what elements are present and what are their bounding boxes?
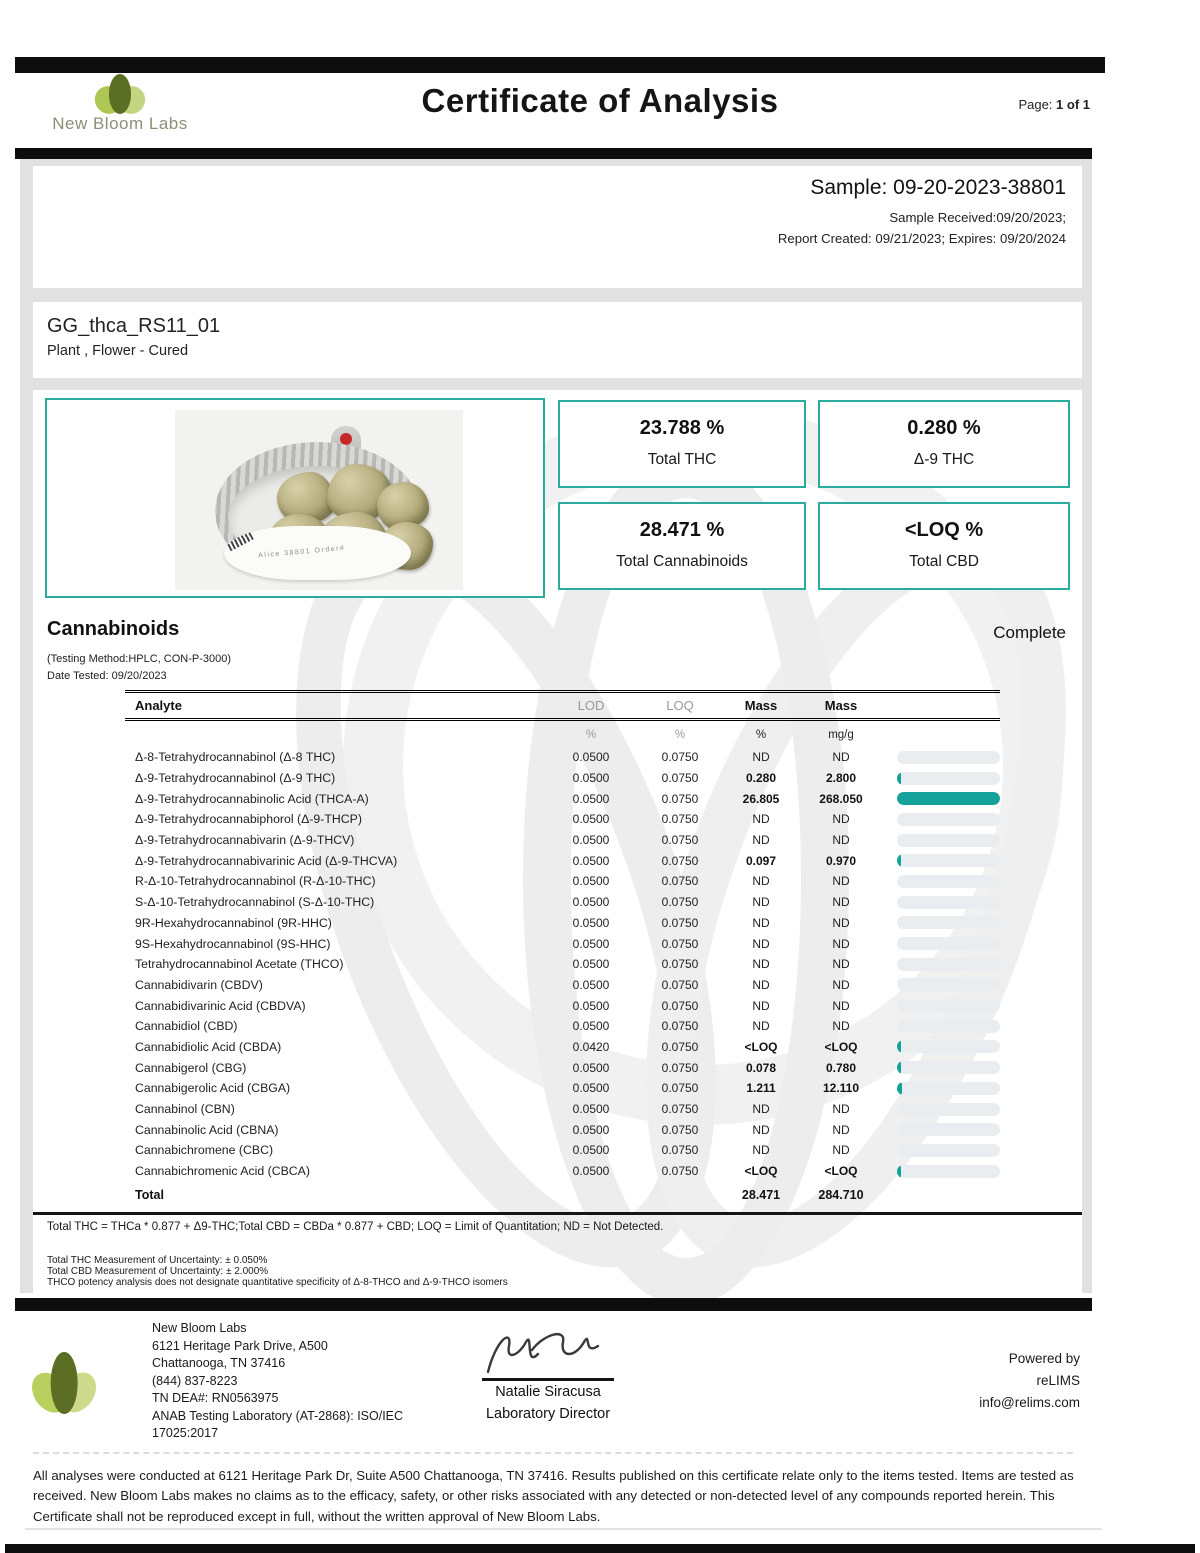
signer-name: Natalie Siracusa (495, 1384, 601, 1400)
table-row: R-Δ-10-Tetrahydrocannabinol (R-Δ-10-THC) 0.0500 0.0750 ND ND (125, 871, 1000, 892)
mass-bar-track (897, 1165, 1000, 1178)
result-label: Total Cannabinoids (616, 553, 748, 570)
relims-email-link[interactable]: info@relims.com (979, 1395, 1080, 1410)
mass-bar-track (897, 1123, 1000, 1136)
section-status: Complete (993, 623, 1066, 642)
col-mass-mgg: Mass (824, 698, 858, 713)
table-row: Cannabinol (CBN) 0.0500 0.0750 ND ND (125, 1099, 1000, 1120)
col-analyte: Analyte (135, 698, 182, 713)
table-units-row (125, 723, 1000, 747)
table-row: Δ-9-Tetrahydrocannabinol (Δ-9 THC) 0.0500 0.0750 0.280 2.800 (125, 768, 1000, 789)
mass-bar-track (897, 958, 1000, 971)
sample-info-card (33, 166, 1082, 288)
col-mass-pct: Mass (744, 698, 778, 713)
footnote-details (47, 1256, 508, 1288)
result-value: 23.788 % (639, 417, 725, 439)
result-total-cannabinoids (558, 502, 806, 590)
footer-bloom-logo-icon (35, 1352, 93, 1414)
testing-method: (Testing Method:HPLC, CON-P-3000) (47, 653, 232, 665)
mass-bar-track (897, 813, 1000, 826)
mass-bar-fill (897, 1082, 902, 1095)
total-label: Total (135, 1188, 164, 1203)
table-row: S-Δ-10-Tetrahydrocannabinol (S-Δ-10-THC) 0.0500 0.0750 ND ND (125, 892, 1000, 913)
report-dates: Report Created: 09/21/2023; Expires: 09/20/2024 (777, 231, 1066, 246)
lab-address (152, 1320, 403, 1443)
disclaimer-text: All analyses were conducted at 6121 Heritage Park Dr, Suite A500 Chattanooga, TN 37416. Results published on this certificate relate only to the items tested. Items are tested as received. New Bloom Labs makes no claims as to the efficacy, safety, or other risks associated with any detected or non-detected level of any compounds reported herein. This Certificate shall not be reproduced except in full, without the written approval of New Bloom Labs. (33, 1468, 1074, 1524)
table-row: Δ-9-Tetrahydrocannabinolic Acid (THCA-A) 0.0500 0.0750 26.805 268.050 (125, 788, 1000, 809)
mass-bar-track (897, 1103, 1000, 1116)
mass-bar-track (897, 1061, 1000, 1074)
table-row: 9R-Hexahydrocannabinol (9R-HHC) 0.0500 0.0750 ND ND (125, 913, 1000, 934)
table-row: Δ-8-Tetrahydrocannabinol (Δ-8 THC) 0.0500 0.0750 ND ND (125, 747, 1000, 768)
result-label: Δ-9 THC (913, 451, 975, 468)
table-total-row (125, 1183, 1000, 1207)
signature (480, 1326, 610, 1378)
address-line: TN DEA#: RN0563975 (152, 1391, 279, 1405)
table-row: Cannabidivarin (CBDV) 0.0500 0.0750 ND ND (125, 975, 1000, 996)
sample-type: Plant , Flower - Cured (47, 343, 189, 359)
table-row: Δ-9-Tetrahydrocannabivarinic Acid (Δ-9-THCVA) 0.0500 0.0750 0.097 0.970 (125, 850, 1000, 871)
address-line: 6121 Heritage Park Drive, A500 (152, 1338, 328, 1353)
table-row: Cannabigerolic Acid (CBGA) 0.0500 0.0750 1.211 12.110 (125, 1078, 1000, 1099)
mass-bar-track (897, 1020, 1000, 1033)
mass-bar-track (897, 978, 1000, 991)
result-label: Total THC (647, 451, 717, 468)
sample-photo (175, 410, 463, 590)
mass-bar-track (897, 1144, 1000, 1157)
sample-photo-box (45, 398, 545, 598)
cannabinoid-table-body (125, 747, 1000, 1181)
mass-bar-track (897, 937, 1000, 950)
footer-dashed-separator (33, 1452, 1073, 1454)
signature-line (482, 1378, 614, 1381)
page-value: 1 of 1 (1056, 97, 1090, 112)
address-line: Chattanooga, TN 37416 (152, 1356, 286, 1370)
bottom-thin-rule (25, 1528, 1102, 1530)
table-row: Cannabigerol (CBG) 0.0500 0.0750 0.078 0.780 (125, 1057, 1000, 1078)
result-value: 28.471 % (639, 519, 725, 541)
mass-bar-track (897, 896, 1000, 909)
mass-bar-fill (897, 1061, 901, 1074)
table-row: Cannabidiol (CBD) 0.0500 0.0750 ND ND (125, 1016, 1000, 1037)
address-line: ANAB Testing Laboratory (AT-2868): ISO/IEC (152, 1408, 404, 1423)
bottom-rule (5, 1544, 1195, 1553)
footnote-thco: THCO potency analysis does not designate quantitative specificity of Δ-8-THCO and Δ-9-THCO isomers (47, 1276, 508, 1288)
address-line: (844) 837-8223 (152, 1373, 238, 1388)
result-value: <LOQ % (904, 519, 984, 541)
sample-name: GG_thca_RS11_01 (47, 315, 221, 337)
table-row: Cannabichromene (CBC) 0.0500 0.0750 ND ND (125, 1140, 1000, 1161)
mass-bar-track (897, 875, 1000, 888)
result-total-cbd (818, 502, 1070, 590)
logo-center-leaf (51, 1352, 78, 1414)
cannabinoid-table (125, 690, 1000, 1207)
total-mass-mgg: 284.710 (818, 1188, 864, 1203)
powered-by-label: Powered by (1008, 1351, 1080, 1366)
table-row: Δ-9-Tetrahydrocannabiphorol (Δ-9-THCP) 0.0500 0.0750 ND ND (125, 809, 1000, 830)
footnote-rule (33, 1212, 1082, 1215)
mass-bar-track (897, 772, 1000, 785)
dish-label-band (224, 526, 411, 580)
table-row: Cannabinolic Acid (CBNA) 0.0500 0.0750 ND ND (125, 1119, 1000, 1140)
table-row: Tetrahydrocannabinol Acetate (THCO) 0.0500 0.0750 ND ND (125, 954, 1000, 975)
sample-received: Sample Received:09/20/2023; (889, 210, 1066, 225)
table-row: 9S-Hexahydrocannabinol (9S-HHC) 0.0500 0.0750 ND ND (125, 933, 1000, 954)
mass-bar-track (897, 792, 1000, 805)
table-row: Δ-9-Tetrahydrocannabivarin (Δ-9-THCV) 0.0500 0.0750 ND ND (125, 830, 1000, 851)
unit-lod: % (585, 729, 597, 741)
mass-bar-track (897, 916, 1000, 929)
main-card (33, 390, 1082, 1446)
table-row: Cannabidiolic Acid (CBDA) 0.0420 0.0750 <LOQ <LOQ (125, 1037, 1000, 1058)
mass-bar-fill (897, 1165, 901, 1178)
content-panel (20, 159, 1092, 1293)
powered-by-block (979, 1348, 1080, 1414)
mass-bar-fill (897, 792, 1000, 805)
brand-name: New Bloom Labs (52, 114, 188, 133)
unit-mass-pct: % (755, 729, 767, 741)
table-header-row (125, 690, 1000, 721)
address-line: 17025:2017 (152, 1426, 219, 1440)
mass-bar-track (897, 1040, 1000, 1053)
footnote-thc-uncertainty: Total THC Measurement of Uncertainty: ± 0.050% (47, 1255, 268, 1266)
relims-label: reLIMS (1036, 1373, 1080, 1388)
signer-title: Laboratory Director (485, 1406, 611, 1422)
result-d9-thc (818, 400, 1070, 488)
top-rule (15, 57, 1105, 73)
sample-id: Sample: 09-20-2023-38801 (810, 176, 1066, 199)
page-prefix: Page: (1018, 97, 1057, 112)
dish-label-text: Alice 38801 Order# (257, 544, 346, 560)
sample-name-card (33, 302, 1082, 378)
footnote-cbd-uncertainty: Total CBD Measurement of Uncertainty: ± 2.000% (47, 1265, 269, 1277)
header-divider-rule (15, 148, 1092, 159)
result-label: Total CBD (909, 553, 979, 570)
col-lod: LOD (577, 698, 605, 713)
result-value: 0.280 % (907, 417, 981, 439)
mass-bar-track (897, 1082, 1000, 1095)
total-mass-pct: 28.471 (741, 1188, 781, 1203)
mass-bar-track (897, 999, 1000, 1012)
mass-bar-fill (897, 854, 901, 867)
unit-loq: % (674, 729, 686, 741)
footnote-main: Total THC = THCa * 0.877 + Δ9-THC;Total CBD = CBDa * 0.877 + CBD; LOQ = Limit of Quantitation; ND = Not Detected. (47, 1221, 664, 1233)
unit-mass-mgg: mg/g (828, 729, 854, 741)
address-line: New Bloom Labs (152, 1321, 247, 1335)
date-tested: Date Tested: 09/20/2023 (47, 670, 167, 682)
page-title: Certificate of Analysis (421, 82, 779, 119)
page-number (1018, 97, 1090, 112)
footer-rule (15, 1298, 1092, 1311)
section-title: Cannabinoids (47, 618, 180, 640)
mass-bar-fill (897, 772, 901, 785)
table-row: Cannabidivarinic Acid (CBDVA) 0.0500 0.0750 ND ND (125, 995, 1000, 1016)
result-total-thc (558, 400, 806, 488)
col-loq: LOQ (666, 698, 694, 713)
mass-bar-track (897, 834, 1000, 847)
mass-bar-track (897, 751, 1000, 764)
mass-bar-track (897, 854, 1000, 867)
mass-bar-fill (897, 1040, 901, 1053)
sample-dish (215, 442, 420, 580)
table-row: Cannabichromenic Acid (CBCA) 0.0500 0.0750 <LOQ <LOQ (125, 1161, 1000, 1182)
